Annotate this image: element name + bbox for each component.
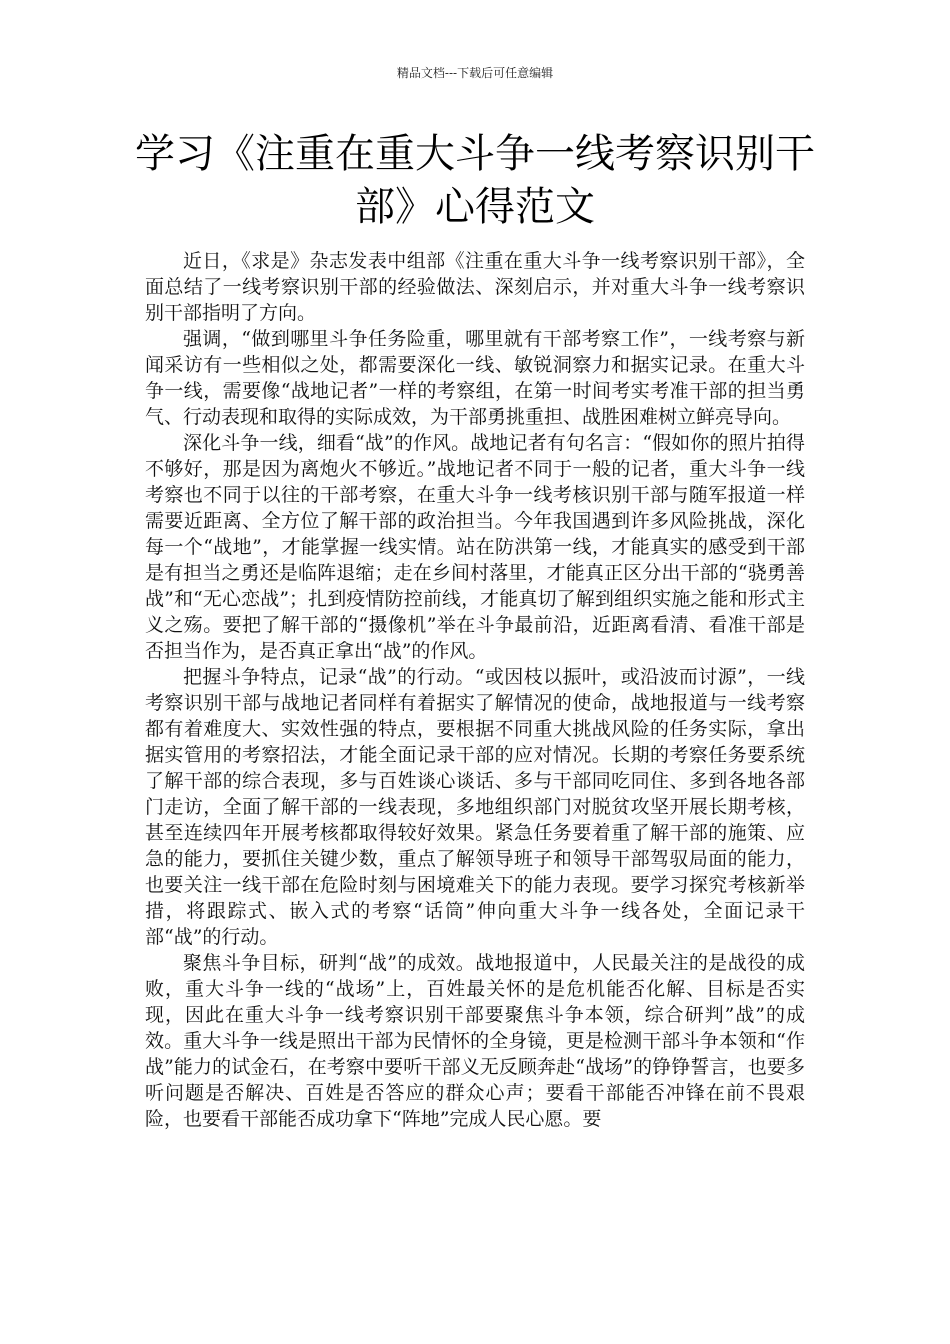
body-paragraph: 聚焦斗争目标，研判“战”的成效。战地报道中，人民最关注的是战役的成败，重大斗争一线的“战场”上，百姓最关怀的是危机能否化解、目标是否实现，因此在重大斗争一线考察识别干部要聚焦斗争本领，综合研判”战”的成效。重大斗争一线是照出干部为民情怀的全身镜，更是检测干部斗争本领和“作战”能力的试金石，在考察中要听干部义无反顾奔赴“战场”的铮铮誓言，也要多听问题是否解决、百姓是否答应的群众心声；要看干部能否冲锋在前不畏艰险，也要看干部能否成功拿下“阵地”完成人民心愿。要 — [145, 952, 805, 1130]
page-header-note: 精品文档---下载后可任意编辑 — [396, 66, 554, 80]
body-paragraph: 强调，“做到哪里斗争任务险重，哪里就有干部考察工作”，一线考察与新闻采访有一些相似之处，都需要深化一线、敏锐洞察力和据实记录。在重大斗争一线，需要像“战地记者”一样的考察组，在第一时间考实考准干部的担当勇气、行动表现和取得的实际成效，为干部勇挑重担、战胜困难树立鲜亮导向。 — [145, 328, 805, 428]
body-paragraph: 近日，《求是》杂志发表中组部《注重在重大斗争一线考察识别干部》，全面总结了一线考察识别干部的经验做法、深刻启示，并对重大斗争一线考察识别干部指明了方向。 — [145, 250, 805, 324]
body-paragraph: 深化斗争一线，细看“战”的作风。战地记者有句名言：“假如你的照片拍得不够好，那是因为离炮火不够近。”战地记者不同于一般的记者，重大斗争一线考察也不同于以往的干部考察，在重大斗争一线考核识别干部与随军报道一样需要近距离、全方位了解干部的政治担当。今年我国遇到许多风险挑战，深化每一个“战地”，才能掌握一线实情。站在防洪第一线，才能真实的感受到干部是有担当之勇还是临阵退缩；走在乡间村落里，才能真正区分出干部的“骁勇善战”和“无心恋战”；扎到疫情防控前线，才能真切了解到组织实施之能和形式主义之殇。要把了解干部的“摄像机”举在斗争最前沿，近距离看清、看准干部是否担当作为，是否真正拿出“战”的作风。 — [145, 432, 805, 662]
document-body — [145, 248, 805, 1132]
body-paragraph: 把握斗争特点，记录“战”的行动。“或因枝以振叶，或沿波而讨源”，一线考察识别干部与战地记者同样有着据实了解情况的使命，战地报道与一线考察都有着难度大、实效性强的特点，要根据不同重大挑战风险的任务实际，拿出据实管用的考察招法，才能全面记录干部的应对情况。长期的考察任务要系统了解干部的综合表现，多与百姓谈心谈话、多与干部同吃同住、多到各地各部门走访，全面了解干部的一线表现，多地组织部门对脱贫攻坚开展长期考核，甚至连续四年开展考核都取得较好效果。紧急任务要着重了解干部的施策、应急的能力，要抓住关键少数，重点了解领导班子和领导干部驾驭局面的能力，也要关注一线干部在危险时刻与困境难关下的能力表现。要学习探究考核新举措，将跟踪式、嵌入式的考察“话筒”伸向重大斗争一线各处，全面记录干部“战”的行动。 — [145, 666, 805, 948]
document-title: 学习《注重在重大斗争一线考察识别干部》心得范文 — [135, 131, 815, 230]
